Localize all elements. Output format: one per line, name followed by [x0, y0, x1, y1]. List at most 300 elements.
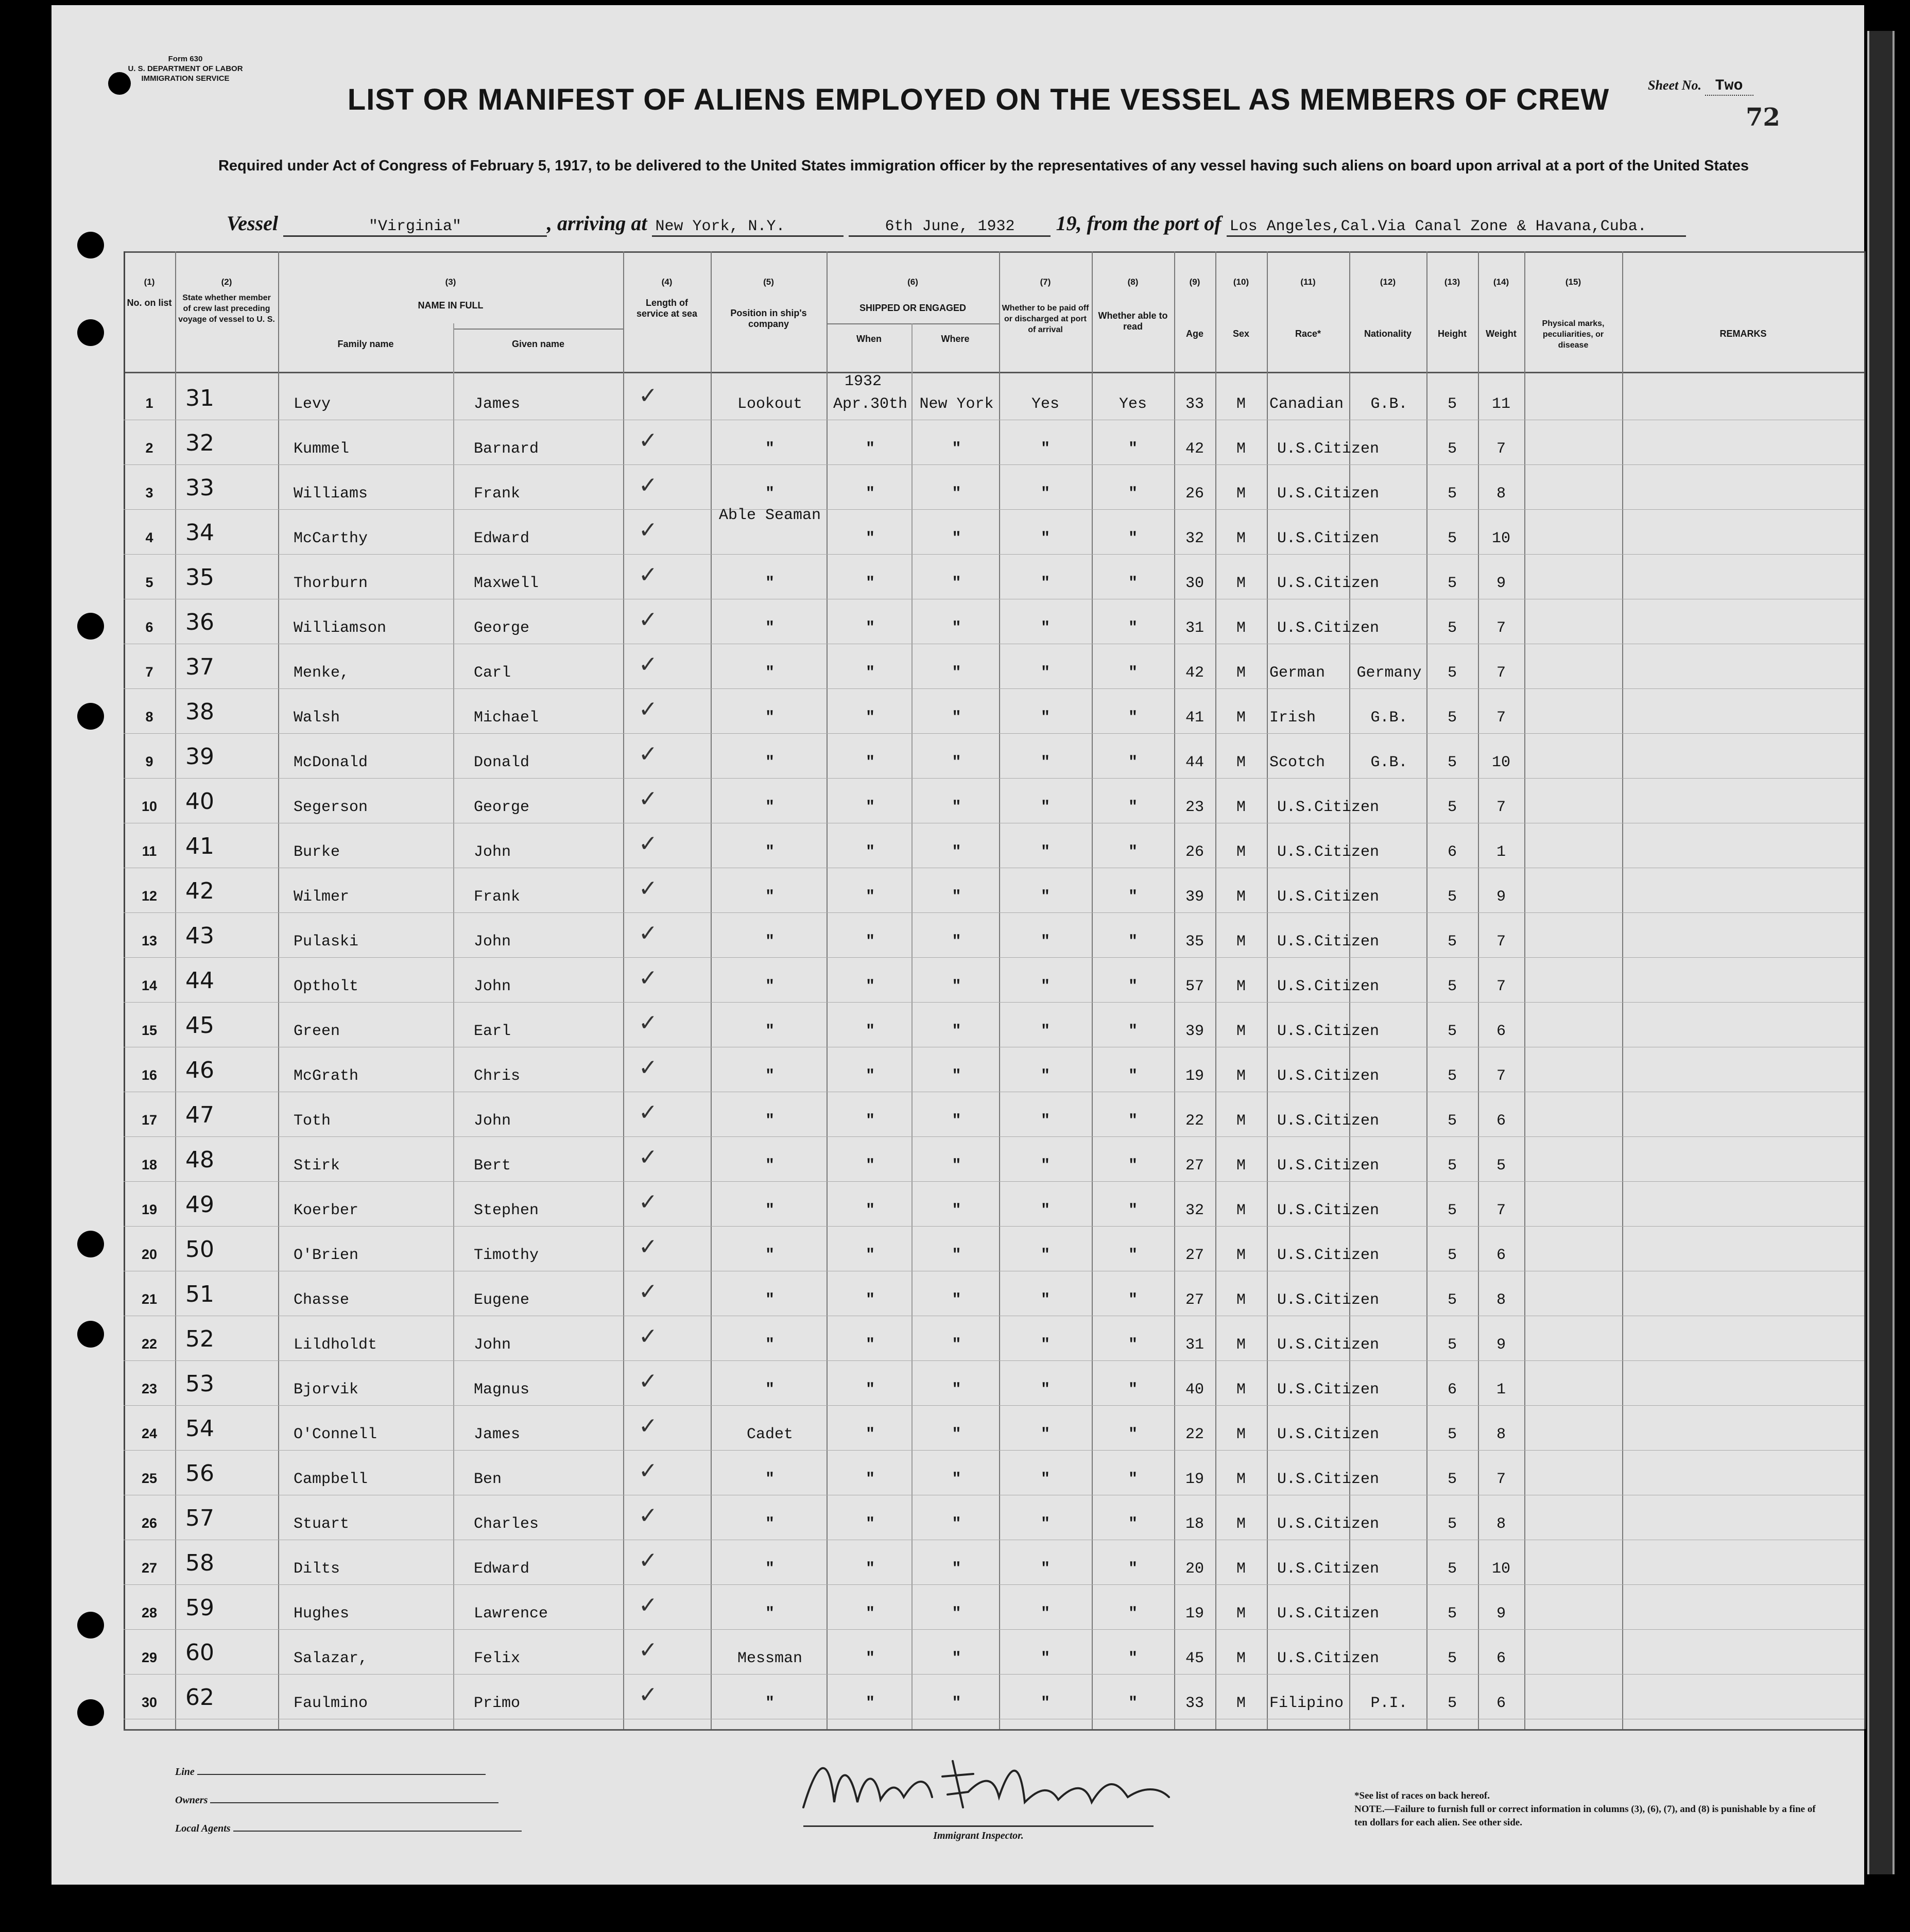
service-check-icon: ✓	[639, 1055, 658, 1081]
cell-paid: "	[1040, 1471, 1050, 1488]
cell-height: 5	[1447, 933, 1457, 951]
cell-position: "	[765, 709, 775, 727]
cell-race: U.S.Citizen	[1277, 1336, 1380, 1354]
cell-crew: 48	[185, 1147, 214, 1173]
cell-weight: 7	[1496, 799, 1506, 816]
cell-no: 2	[145, 440, 153, 456]
col-header-height: Height	[1438, 329, 1467, 339]
col-num-1: (1)	[144, 277, 155, 287]
cell-height: 5	[1447, 1515, 1457, 1533]
service-check-icon: ✓	[639, 965, 658, 991]
cell-sex: M	[1236, 709, 1246, 727]
service-check-icon: ✓	[639, 651, 658, 678]
cell-when: "	[865, 619, 875, 637]
cell-height: 5	[1447, 485, 1457, 503]
cell-sex: M	[1236, 1426, 1246, 1443]
cell-read: Yes	[1119, 395, 1147, 413]
table-row	[124, 1410, 1864, 1454]
cell-when: "	[865, 843, 875, 861]
cell-where: "	[952, 978, 961, 995]
cell-sex: M	[1236, 1112, 1246, 1130]
cell-crew: 52	[185, 1326, 214, 1352]
cell-height: 5	[1447, 1560, 1457, 1578]
cell-crew: 34	[185, 520, 214, 546]
cell-read: "	[1128, 1202, 1138, 1219]
cell-no: 23	[141, 1381, 158, 1396]
footer-notes	[1354, 1789, 1818, 1830]
cell-read: "	[1128, 843, 1138, 861]
cell-no: 8	[145, 709, 153, 725]
cell-when: "	[865, 1247, 875, 1264]
cell-family: Campbell	[294, 1471, 368, 1488]
cell-paid: "	[1040, 843, 1050, 861]
service-check-icon: ✓	[639, 607, 658, 633]
cell-weight: 1	[1496, 1381, 1506, 1399]
cell-given: George	[474, 799, 530, 816]
cell-no: 19	[141, 1202, 158, 1217]
cell-race: U.S.Citizen	[1277, 1560, 1380, 1578]
cell-where: "	[952, 933, 961, 951]
cell-given: Edward	[474, 530, 530, 547]
table-row	[124, 1231, 1864, 1274]
cell-height: 5	[1447, 1471, 1457, 1488]
cell-paid: "	[1040, 709, 1050, 727]
cell-family: Toth	[294, 1112, 331, 1130]
cell-where: "	[952, 440, 961, 458]
cell-sex: M	[1236, 485, 1246, 503]
cell-race: Irish	[1269, 709, 1316, 727]
sheet-value: Two	[1705, 77, 1753, 96]
col-header-physical: Physical marks, peculiarities, or disease	[1542, 319, 1605, 350]
col-header-read: Whether able to read	[1098, 310, 1168, 332]
table-row	[124, 1186, 1864, 1230]
cell-when: "	[865, 1426, 875, 1443]
cell-age: 31	[1185, 1336, 1204, 1354]
cell-given: Lawrence	[474, 1605, 548, 1623]
table-row	[124, 918, 1864, 961]
subtitle: Required under Act of Congress of February 5, 1917, to be delivered to the United States immigration officer by the representatives of any vessel having such aliens on board upon arrival at a port of the United States	[218, 158, 1749, 174]
cell-when: "	[865, 1202, 875, 1219]
table-row	[124, 1007, 1864, 1050]
table-row	[124, 1321, 1864, 1364]
service-check-icon: ✓	[639, 1637, 658, 1663]
cell-age: 40	[1185, 1381, 1204, 1399]
cell-position: "	[765, 1112, 775, 1130]
cell-paid: "	[1040, 1157, 1050, 1175]
col-header-sex: Sex	[1232, 329, 1250, 339]
table-row	[124, 1545, 1864, 1588]
cell-crew: 60	[185, 1640, 214, 1666]
cell-read: "	[1128, 1023, 1138, 1040]
race-note: *See list of races on back hereof.	[1354, 1790, 1490, 1801]
cell-read: "	[1128, 619, 1138, 637]
cell-sex: M	[1236, 1202, 1246, 1219]
row-rule	[124, 1002, 1864, 1003]
cell-weight: 6	[1496, 1023, 1506, 1040]
service-check-icon: ✓	[639, 696, 658, 722]
cell-read: "	[1128, 978, 1138, 995]
service-check-icon: ✓	[639, 1413, 658, 1439]
cell-position: "	[765, 1247, 775, 1264]
cell-given: Timothy	[474, 1247, 539, 1264]
cell-race: U.S.Citizen	[1277, 933, 1380, 951]
cell-when: Apr.30th	[833, 395, 908, 413]
cell-paid: "	[1040, 1426, 1050, 1443]
cell-no: 3	[145, 485, 153, 501]
cell-height: 5	[1447, 1157, 1457, 1175]
cell-read: "	[1128, 1157, 1138, 1175]
cell-where: "	[952, 1067, 961, 1085]
service-check-icon: ✓	[639, 427, 658, 454]
from-label: from the port of	[1087, 212, 1221, 235]
col-header-name: NAME IN FULL	[418, 300, 484, 310]
cell-paid: "	[1040, 530, 1050, 547]
binder-hole	[77, 319, 104, 346]
cell-paid: "	[1040, 888, 1050, 906]
cell-height: 5	[1447, 664, 1457, 682]
cell-where: "	[952, 1202, 961, 1219]
cell-given: Donald	[474, 754, 530, 771]
cell-when: "	[865, 575, 875, 592]
cell-where: "	[952, 1605, 961, 1623]
binder-hole	[77, 1699, 104, 1726]
cell-weight: 8	[1496, 485, 1506, 503]
service-check-icon: ✓	[639, 786, 658, 812]
cell-paid: "	[1040, 575, 1050, 592]
cell-sex: M	[1236, 1605, 1246, 1623]
cell-position: "	[765, 575, 775, 592]
cell-no: 14	[141, 978, 158, 993]
cell-weight: 8	[1496, 1426, 1506, 1443]
cell-race: U.S.Citizen	[1277, 843, 1380, 861]
table-row	[124, 1097, 1864, 1140]
cell-family: O'Connell	[294, 1426, 377, 1443]
cell-family: Bjorvik	[294, 1381, 359, 1399]
cell-nationality: G.B.	[1370, 709, 1408, 727]
cell-race: U.S.Citizen	[1277, 1605, 1380, 1623]
cell-read: "	[1128, 440, 1138, 458]
cell-given: Primo	[474, 1695, 521, 1712]
cell-when: "	[865, 1471, 875, 1488]
cell-paid: "	[1040, 485, 1050, 503]
col-num-11: (11)	[1300, 277, 1316, 287]
cell-paid: "	[1040, 1381, 1050, 1399]
cell-height: 5	[1447, 1291, 1457, 1309]
cell-when: "	[865, 933, 875, 951]
cell-given: Barnard	[474, 440, 539, 458]
service-check-icon: ✓	[639, 875, 658, 902]
table-row	[124, 507, 1864, 558]
cell-given: Maxwell	[474, 575, 539, 592]
cell-crew: 40	[185, 788, 214, 815]
service-check-icon: ✓	[639, 1099, 658, 1126]
cell-paid: "	[1040, 664, 1050, 682]
col-num-10: (10)	[1233, 277, 1249, 287]
binder-hole	[77, 1231, 104, 1257]
cell-where: "	[952, 619, 961, 637]
owners-label: Owners	[175, 1795, 208, 1806]
cell-given: George	[474, 619, 530, 637]
service-check-icon: ✓	[639, 1458, 658, 1484]
cell-weight: 6	[1496, 1650, 1506, 1667]
cell-weight: 6	[1496, 1695, 1506, 1712]
cell-age: 45	[1185, 1650, 1204, 1667]
cell-height: 6	[1447, 1381, 1457, 1399]
page-number: 72	[1746, 103, 1780, 132]
cell-where: "	[952, 485, 961, 503]
cell-where: "	[952, 888, 961, 906]
cell-weight: 10	[1491, 1560, 1510, 1578]
arriving-port: New York, N.Y.	[652, 218, 844, 237]
table-row	[124, 604, 1864, 647]
cell-family: Walsh	[294, 709, 340, 727]
cell-paid: "	[1040, 1560, 1050, 1578]
row-rule	[124, 733, 1864, 734]
cell-nationality: Germany	[1356, 664, 1422, 682]
cell-sex: M	[1236, 1471, 1246, 1488]
col-header-shipped: SHIPPED OR ENGAGED	[859, 303, 967, 313]
col-num-9: (9)	[1189, 277, 1200, 287]
col-num-12: (12)	[1380, 277, 1396, 287]
cell-sex: M	[1236, 1381, 1246, 1399]
cell-age: 19	[1185, 1471, 1204, 1488]
cell-weight: 7	[1496, 933, 1506, 951]
cell-no: 29	[141, 1650, 158, 1665]
cell-position: "	[765, 1157, 775, 1175]
service-check-icon: ✓	[639, 1547, 658, 1574]
cell-race: U.S.Citizen	[1277, 1291, 1380, 1309]
table-row	[124, 1590, 1864, 1633]
arriving-label: arriving at	[557, 212, 647, 235]
row-rule	[124, 1584, 1864, 1585]
cell-sex: M	[1236, 843, 1246, 861]
cell-no: 25	[141, 1471, 158, 1486]
cell-age: 27	[1185, 1157, 1204, 1175]
cell-sex: M	[1236, 799, 1246, 816]
cell-no: 9	[145, 754, 153, 769]
cell-paid: "	[1040, 1605, 1050, 1623]
cell-sex: M	[1236, 978, 1246, 995]
cell-height: 5	[1447, 888, 1457, 906]
service-check-icon: ✓	[639, 562, 658, 588]
cell-no: 5	[145, 575, 153, 590]
cell-crew: 56	[185, 1460, 214, 1487]
cell-race: U.S.Citizen	[1277, 799, 1380, 816]
cell-height: 5	[1447, 1695, 1457, 1712]
cell-where: "	[952, 1650, 961, 1667]
cell-height: 5	[1447, 978, 1457, 995]
cell-race: U.S.Citizen	[1277, 1426, 1380, 1443]
cell-crew: 50	[185, 1236, 214, 1263]
cell-weight: 6	[1496, 1247, 1506, 1264]
cell-race: U.S.Citizen	[1277, 888, 1380, 906]
service-check-icon: ✓	[639, 1189, 658, 1215]
table-row	[124, 1276, 1864, 1319]
cell-read: "	[1128, 1471, 1138, 1488]
cell-read: "	[1128, 1112, 1138, 1130]
row-rule	[124, 688, 1864, 689]
cell-crew: 42	[185, 878, 214, 904]
cell-race: U.S.Citizen	[1277, 440, 1380, 458]
cell-when: "	[865, 1695, 875, 1712]
row-rule	[124, 1450, 1864, 1451]
service-check-icon: ✓	[639, 741, 658, 767]
col-header-remarks: REMARKS	[1719, 329, 1767, 339]
cell-family: Wilmer	[294, 888, 350, 906]
cell-where: "	[952, 1426, 961, 1443]
binder-hole	[77, 1612, 104, 1638]
cell-crew: 46	[185, 1057, 214, 1083]
cell-sex: M	[1236, 1291, 1246, 1309]
cell-given: Edward	[474, 1560, 530, 1578]
cell-sex: M	[1236, 664, 1246, 682]
cell-no: 22	[141, 1336, 158, 1352]
col-header-position: Position in ship's company	[730, 308, 807, 329]
cell-given: Stephen	[474, 1202, 539, 1219]
col-header-service: Length of service at sea	[636, 298, 698, 319]
cell-height: 5	[1447, 754, 1457, 771]
col-num-13: (13)	[1444, 277, 1460, 287]
cell-position: "	[765, 978, 775, 995]
cell-when: "	[865, 709, 875, 727]
cell-age: 27	[1185, 1247, 1204, 1264]
row-rule	[124, 778, 1864, 779]
agents-label: Local Agents	[175, 1823, 231, 1834]
cell-sex: M	[1236, 1023, 1246, 1040]
cell-age: 26	[1185, 485, 1204, 503]
cell-weight: 8	[1496, 1515, 1506, 1533]
table-row	[124, 1679, 1864, 1722]
cell-when: "	[865, 1650, 875, 1667]
cell-given: James	[474, 1426, 521, 1443]
cell-race: U.S.Citizen	[1277, 1381, 1380, 1399]
cell-position: "	[765, 843, 775, 861]
cell-read: "	[1128, 1515, 1138, 1533]
cell-no: 18	[141, 1157, 158, 1172]
cell-sex: M	[1236, 1695, 1246, 1712]
col-num-15: (15)	[1565, 277, 1581, 287]
row-rule	[124, 957, 1864, 958]
cell-sex: M	[1236, 395, 1246, 413]
cell-where: "	[952, 1247, 961, 1264]
cell-age: 35	[1185, 933, 1204, 951]
cell-race: U.S.Citizen	[1277, 530, 1380, 547]
cell-crew: 41	[185, 833, 214, 859]
cell-crew: 43	[185, 923, 214, 949]
cell-position: "	[765, 440, 775, 458]
vessel-name: "Virginia"	[283, 218, 547, 237]
table-row	[124, 962, 1864, 1006]
cell-crew: 59	[185, 1595, 214, 1621]
cell-age: 20	[1185, 1560, 1204, 1578]
penalty-note: NOTE.—Failure to furnish full or correct information in columns (3), (6), (7), and (8) is punishable by a fine of ten dollars for each alien. See other side.	[1354, 1804, 1816, 1828]
cell-race: U.S.Citizen	[1277, 619, 1380, 637]
cell-sex: M	[1236, 1067, 1246, 1085]
cell-no: 16	[141, 1067, 158, 1083]
cell-family: Menke,	[294, 664, 350, 682]
cell-given: Eugene	[474, 1291, 530, 1309]
cell-crew: 62	[185, 1684, 214, 1711]
cell-given: James	[474, 395, 521, 413]
cell-family: Stirk	[294, 1157, 340, 1175]
col-header-age: Age	[1185, 329, 1203, 339]
cell-family: Chasse	[294, 1291, 350, 1309]
cell-read: "	[1128, 1560, 1138, 1578]
cell-position: Lookout	[737, 395, 803, 413]
cell-weight: 7	[1496, 440, 1506, 458]
cell-where: "	[952, 1291, 961, 1309]
cell-age: 27	[1185, 1291, 1204, 1309]
cell-read: "	[1128, 575, 1138, 592]
cell-paid: "	[1040, 1067, 1050, 1085]
cell-age: 22	[1185, 1112, 1204, 1130]
cell-given: Carl	[474, 664, 511, 682]
cell-no: 12	[141, 888, 158, 904]
row-rule	[124, 1405, 1864, 1406]
cell-sex: M	[1236, 1157, 1246, 1175]
inspector-signature	[798, 1746, 1210, 1823]
cell-given: Charles	[474, 1515, 539, 1533]
cell-crew: 57	[185, 1505, 214, 1531]
cell-family: Optholt	[294, 978, 359, 995]
cell-crew: 49	[185, 1192, 214, 1218]
service-check-icon: ✓	[639, 383, 658, 409]
service-check-icon: ✓	[639, 1323, 658, 1350]
cell-no: 27	[141, 1560, 158, 1576]
cell-age: 26	[1185, 843, 1204, 861]
cell-paid: "	[1040, 1336, 1050, 1354]
line-blank	[197, 1774, 486, 1775]
row-rule	[124, 1136, 1864, 1137]
cell-no: 30	[141, 1695, 158, 1710]
cell-no: 6	[145, 619, 153, 635]
cell-race: U.S.Citizen	[1277, 1471, 1380, 1488]
cell-paid: "	[1040, 619, 1050, 637]
cell-when: "	[865, 888, 875, 906]
table-row	[124, 873, 1864, 916]
cell-family: Pulaski	[294, 933, 359, 951]
cell-crew: 51	[185, 1281, 214, 1307]
cell-position: "	[765, 485, 775, 503]
cell-height: 5	[1447, 799, 1457, 816]
col-header-no: No. on list	[127, 298, 172, 308]
cell-position: "	[765, 664, 775, 682]
footer-line	[175, 1766, 486, 1778]
cell-family: Lildholdt	[294, 1336, 377, 1354]
cell-crew: 36	[185, 609, 214, 635]
cell-when: "	[865, 1067, 875, 1085]
cell-given: Michael	[474, 709, 539, 727]
cell-crew: 32	[185, 430, 214, 456]
binder-hole	[77, 613, 104, 640]
cell-position: "	[765, 1471, 775, 1488]
cell-family: Hughes	[294, 1605, 350, 1623]
cell-no: 7	[145, 664, 153, 680]
cell-when: "	[865, 530, 875, 547]
cell-height: 5	[1447, 1023, 1457, 1040]
cell-read: "	[1128, 1291, 1138, 1309]
cell-no: 17	[141, 1112, 158, 1128]
cell-given: John	[474, 933, 511, 951]
cell-height: 5	[1447, 1336, 1457, 1354]
table-row	[124, 380, 1864, 423]
cell-family: O'Brien	[294, 1247, 359, 1264]
page-title: LIST OR MANIFEST OF ALIENS EMPLOYED ON THE VESSEL AS MEMBERS OF CREW	[347, 83, 1610, 116]
cell-sex: M	[1236, 888, 1246, 906]
cell-family: Burke	[294, 843, 340, 861]
cell-position: Able Seaman	[718, 507, 821, 524]
cell-height: 5	[1447, 1067, 1457, 1085]
